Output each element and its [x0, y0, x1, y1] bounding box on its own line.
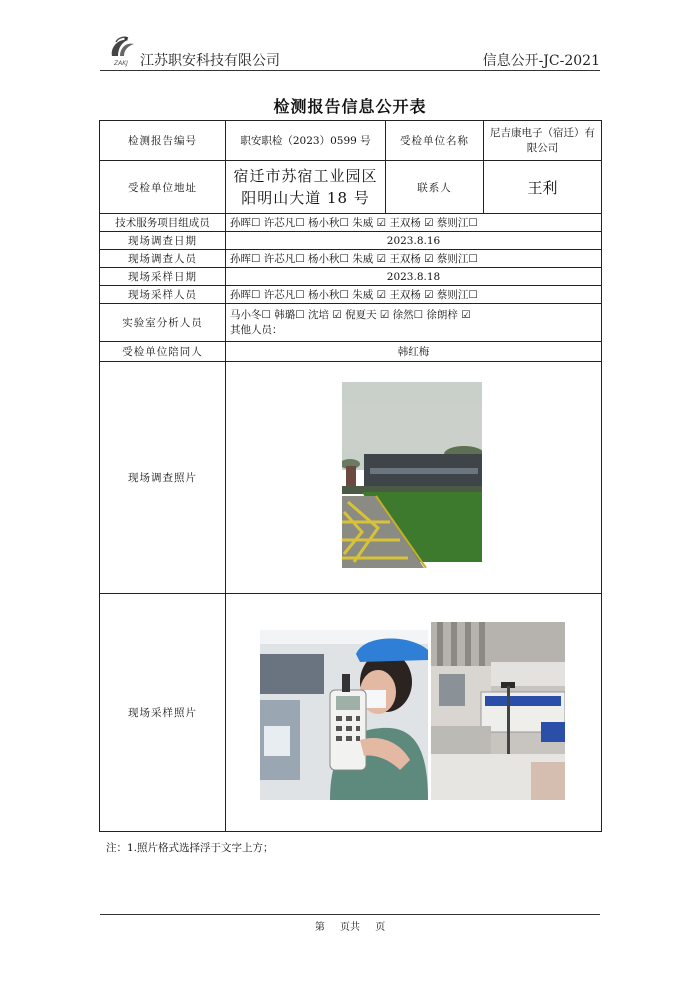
- survey-date-value: 2023.8.16: [226, 232, 602, 250]
- sampling-photo-equipment: [431, 622, 565, 800]
- footnote: 注：1.照片格式选择浮于文字上方；: [106, 842, 274, 854]
- survey-date-label: 现场调查日期: [100, 232, 226, 250]
- footer-divider: [100, 914, 600, 915]
- table-row: [100, 250, 602, 268]
- page-footer: [0, 918, 700, 933]
- survey-photo: [342, 382, 482, 568]
- sampling-photo-worker: [260, 630, 428, 800]
- table-row: [100, 214, 602, 232]
- sampling-photo-cell: [226, 594, 602, 832]
- sampling-date-value: 2023.8.18: [226, 268, 602, 286]
- footer-page-prefix: 第: [314, 922, 325, 933]
- escort-value: 韩红梅: [226, 342, 602, 362]
- escort-label: 受检单位陪同人: [100, 342, 226, 362]
- survey-photo-label: 现场调查照片: [100, 362, 226, 594]
- contact-label: 联系人: [386, 161, 484, 214]
- lab-staff-names: 马小冬☐ 韩璐☐ 沈培 ☑ 倪夏天 ☑ 徐然☐ 徐朗梓 ☑: [230, 308, 471, 321]
- report-no-label: 检测报告编号: [100, 121, 226, 161]
- lab-staff-value: [226, 304, 602, 342]
- sampling-staff-value: 孙晖☐ 许芯凡☐ 杨小秋☐ 朱威 ☑ 王双杨 ☑ 蔡则江☐: [226, 286, 602, 304]
- lab-staff-other: 其他人员：: [230, 323, 283, 336]
- survey-staff-label: 现场调查人员: [100, 250, 226, 268]
- client-address-label: 受检单位地址: [100, 161, 226, 214]
- page-title: 检测报告信息公开表: [273, 97, 427, 116]
- survey-photo-cell: [226, 362, 602, 594]
- page-header: [100, 32, 600, 72]
- sampling-photo-label: 现场采样照片: [100, 594, 226, 832]
- table-row: [100, 362, 602, 594]
- table-row: [100, 268, 602, 286]
- report-no-value: 职安职检（2023）0599 号: [226, 121, 386, 161]
- lab-staff-label: 实验室分析人员: [100, 304, 226, 342]
- sampling-staff-label: 现场采样人员: [100, 286, 226, 304]
- survey-staff-value: 孙晖☐ 许芯凡☐ 杨小秋☐ 朱威 ☑ 王双杨 ☑ 蔡则江☐: [226, 250, 602, 268]
- table-row: [100, 594, 602, 832]
- client-name-value: 尼吉康电子（宿迁）有限公司: [484, 121, 602, 161]
- contact-value: 王利: [484, 161, 602, 214]
- footer-page-suffix: 页: [375, 922, 386, 933]
- table-row: [100, 161, 602, 214]
- table-row: [100, 342, 602, 362]
- team-members-value: 孙晖☐ 许芯凡☐ 杨小秋☐ 朱威 ☑ 王双杨 ☑ 蔡则江☐: [226, 214, 602, 232]
- company-logo: [106, 34, 138, 68]
- table-row: [100, 121, 602, 161]
- client-name-label: 受检单位名称: [386, 121, 484, 161]
- team-members-label: 技术服务项目组成员: [100, 214, 226, 232]
- table-row: [100, 286, 602, 304]
- client-address-value: 宿迁市苏宿工业园区阳明山大道 18 号: [226, 161, 386, 214]
- table-row: [100, 304, 602, 342]
- logo-text: ZAKJ: [114, 60, 128, 67]
- company-name: 江苏职安科技有限公司: [140, 53, 280, 69]
- report-info-table: [99, 120, 602, 832]
- table-row: [100, 232, 602, 250]
- document-code: 信息公开-JC-2021: [482, 53, 600, 69]
- footer-page-mid: 页共: [340, 922, 360, 933]
- header-divider: [100, 70, 600, 71]
- sampling-date-label: 现场采样日期: [100, 268, 226, 286]
